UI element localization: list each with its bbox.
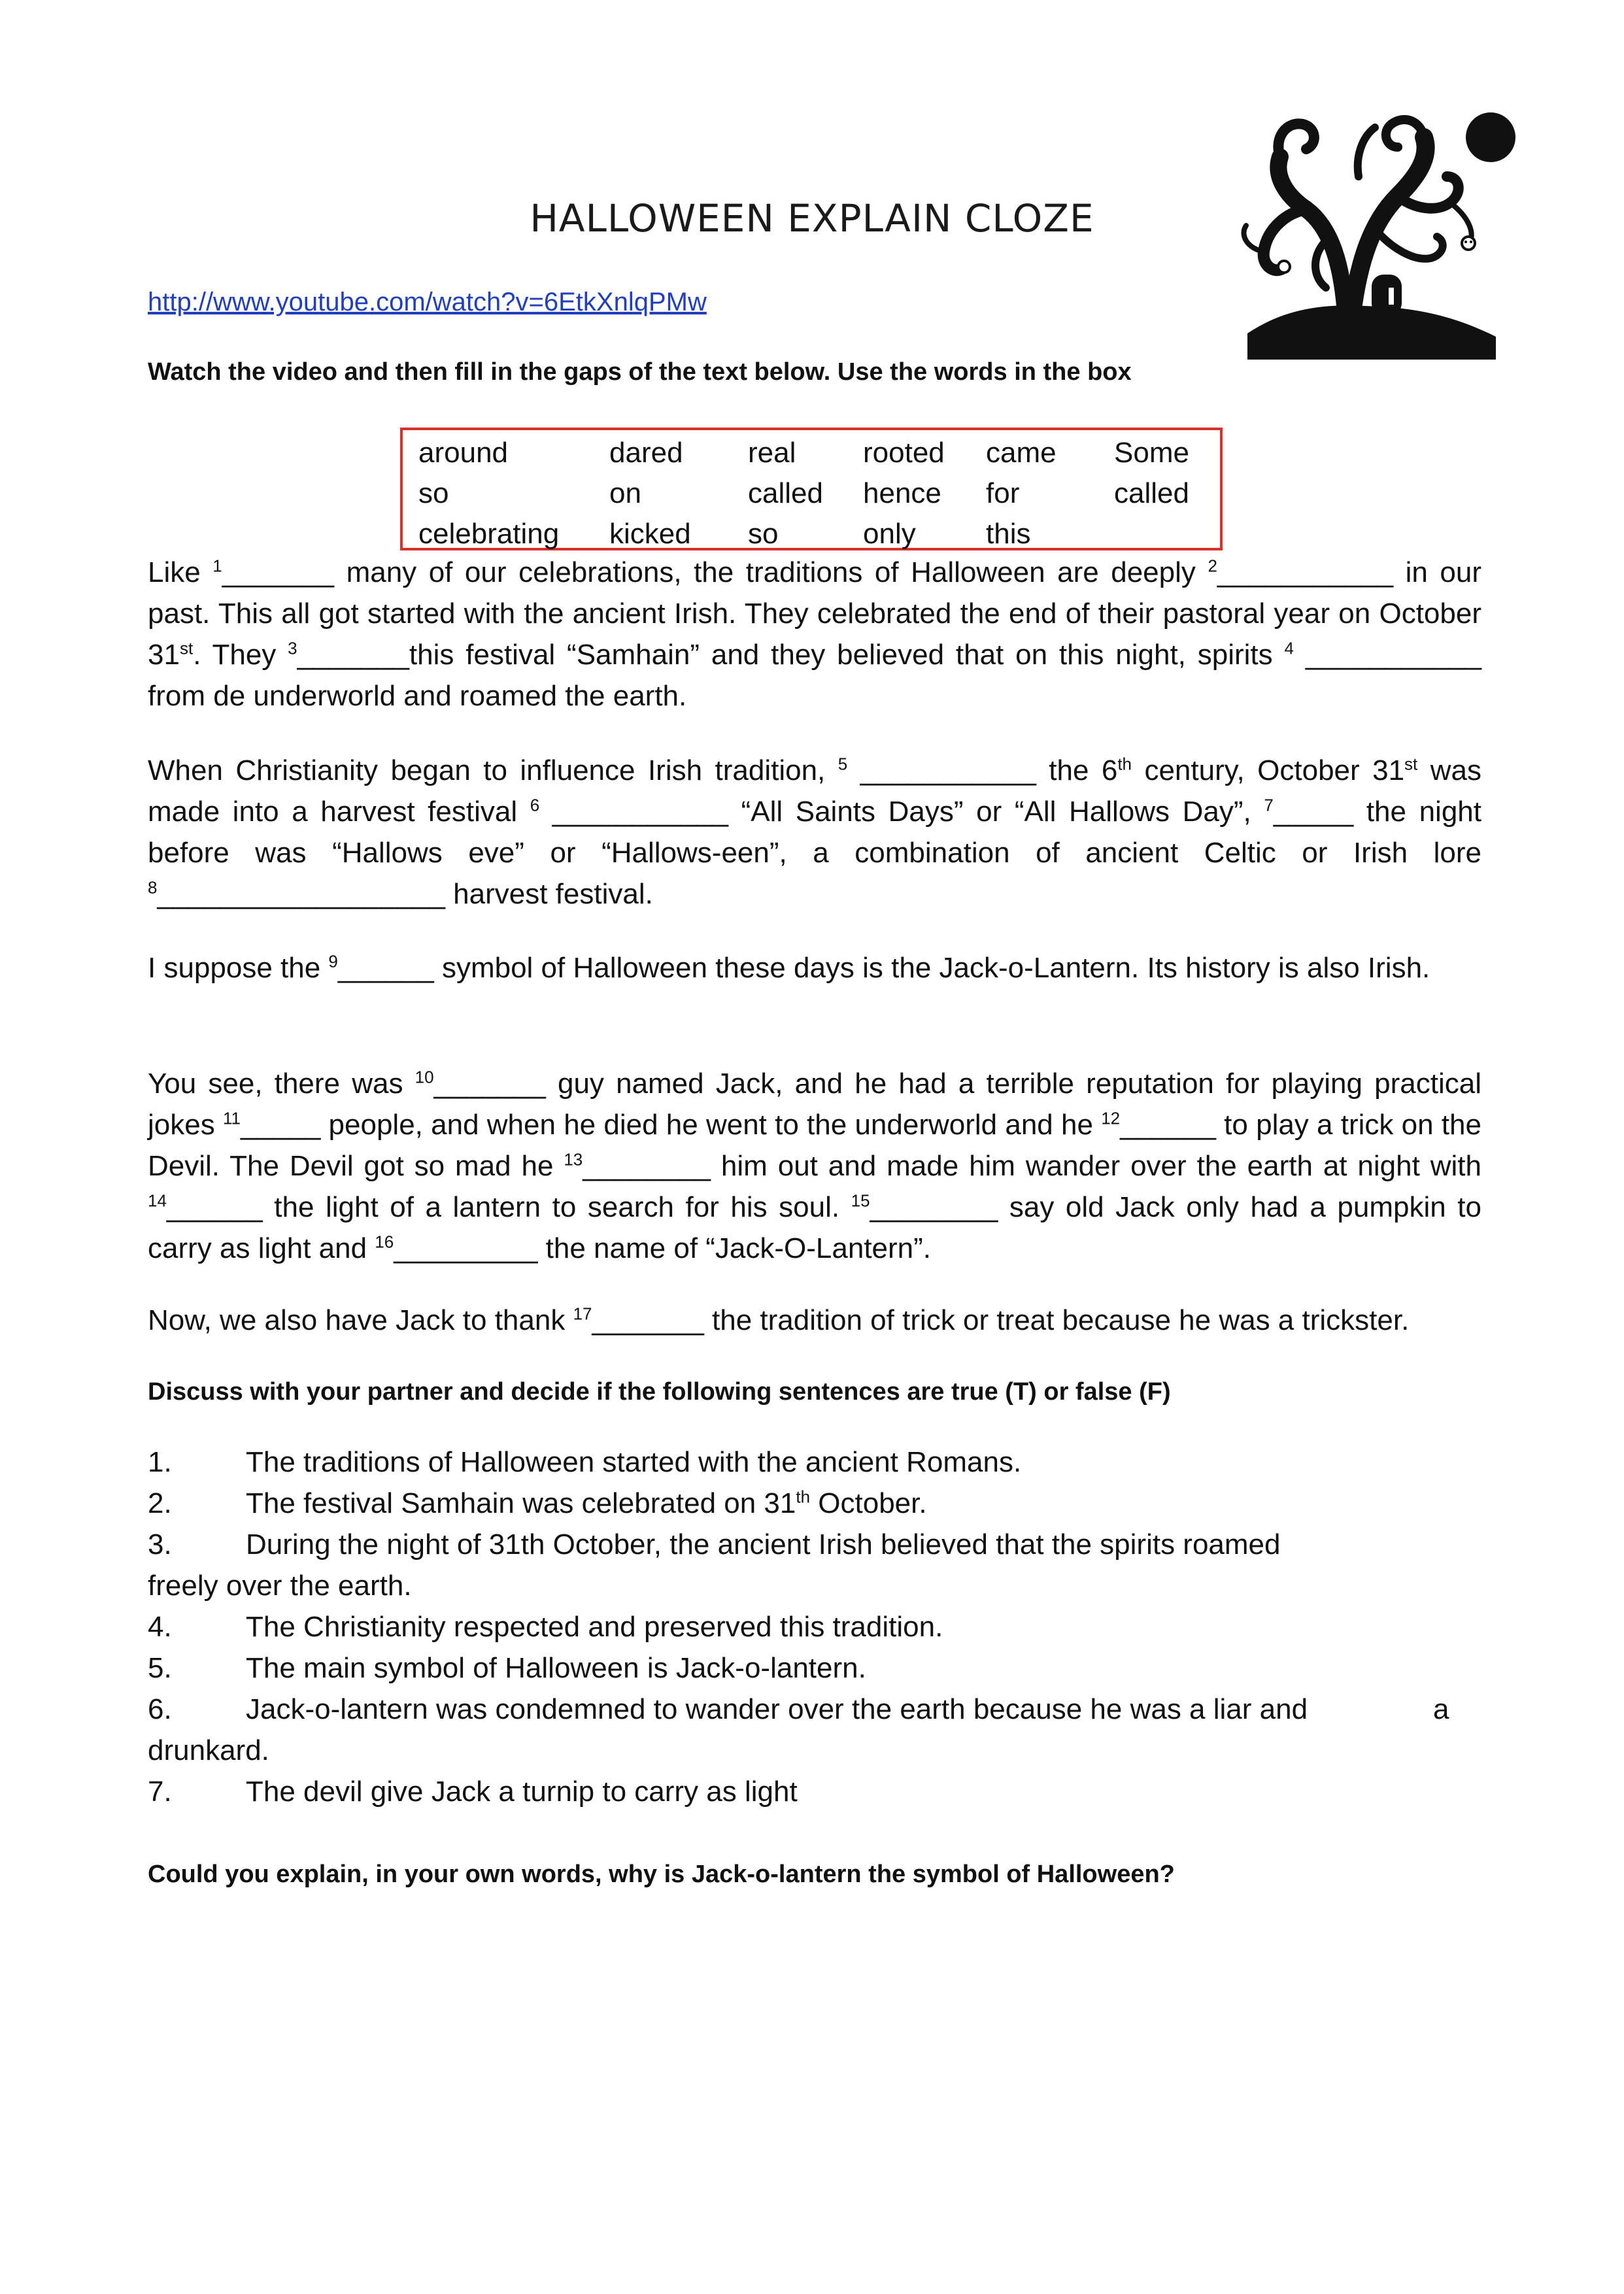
word-cell: only [863,518,916,550]
word-cell: rooted [863,437,945,469]
word-cell: hence [863,477,941,509]
word-cell: on [609,477,641,509]
word-cell: around [418,437,509,469]
list-item: 2. The festival Samhain was celebrated on 31th October. [148,1487,927,1519]
word-cell: for [986,477,1020,509]
list-item: 5. The main symbol of Halloween is Jack-o-lantern. [148,1652,866,1684]
moon [1466,112,1515,162]
word-cell: real [748,437,796,469]
cloze-paragraph-3: I suppose the $^9$______ symbol of Halloween these days is the Jack-o-Lantern. Its history is also Irish. [148,951,1430,984]
word-cell: celebrating [418,518,560,550]
word-cell: came [986,437,1057,469]
word-box-table [418,433,1219,554]
word-cell: called [1114,477,1189,509]
tombstone [1372,275,1402,315]
word-box-row [418,433,1219,473]
true-false-list [148,1442,1481,1812]
cloze-paragraph-1: Like $^1$_______ many of our celebrations, the traditions of Halloween are deeply $^2$___________ in our past. This all got started with the ancient Irish. They celebrated the end of their pastoral year on October 31st. They $^3$_______this festival “Samhain” and they believed that on this night, spirits $^4$ ___________ from de underworld and roamed the earth. [148,556,1482,712]
spooky-tree-illustration [1234,98,1522,360]
video-link[interactable]: http://www.youtube.com/watch?v=6EtkXnlqPMw [148,288,707,316]
word-box-row [418,473,1219,514]
list-item: 7. The devil give Jack a turnip to carry as light [148,1776,798,1808]
word-cell: this [986,518,1031,550]
instruction-fill-gaps: Watch the video and then fill in the gaps of the text below. Use the words in the box [148,358,1132,386]
word-cell [1114,514,1219,554]
word-cell: called [748,477,823,509]
word-box-row [418,514,1219,554]
word-cell: so [418,477,449,509]
list-item: 1. The traditions of Halloween started with the ancient Romans. [148,1446,1022,1478]
list-item: 6. Jack-o-lantern was condemned to wander over the earth because he was a liar and a drunkard. [148,1693,1449,1766]
list-item: 4. The Christianity respected and preserved this tradition. [148,1611,943,1643]
word-cell: dared [609,437,683,469]
word-cell: Some [1114,437,1189,469]
cloze-paragraph-2: When Christianity began to influence Irish tradition, $^5$ ___________ the 6th century, October 31st was made into a harvest festival $^6$ ___________ “All Saints Days” or “All Hallows Day”, $^7$_____ the night before was “Hallows eve” or “Hallows-een”, a combination of ancient Celtic or Irish lore $^8$__________________ harvest festival. [148,754,1481,910]
final-question: Could you explain, in your own words, why is Jack-o-lantern the symbol of Halloween? [148,1861,1175,1888]
word-cell: so [748,518,779,550]
instruction-true-false: Discuss with your partner and decide if the following sentences are true (T) or false (F) [148,1378,1171,1406]
cloze-paragraph-4: You see, there was $^{10}$_______ guy named Jack, and he had a terrible reputation for playing practical jokes $^{11}$_____ people, and when he died he went to the underworld and he $^{12}$______ to play a trick on the Devil. The Devil got so mad he $^{13}$________ him out and made him wander over the earth at night with $^{14}$______ the light of a lantern to search for his soul. $^{15}$________ say old Jack only had a pumpkin to carry as light and $^{16}$_________ the name of “Jack-O-Lantern”. [148,1067,1481,1264]
word-box [400,428,1223,550]
list-item: 3. During the night of 31th October, the ancient Irish believed that the spirits roamed freely over the earth. [148,1528,1281,1602]
page-title: HALLOWEEN EXPLAIN CLOZE [530,196,1094,241]
cloze-paragraph-5: Now, we also have Jack to thank $^{17}$_______ the tradition of trick or treat because he was a trickster. [148,1304,1410,1336]
word-cell: kicked [609,518,691,550]
